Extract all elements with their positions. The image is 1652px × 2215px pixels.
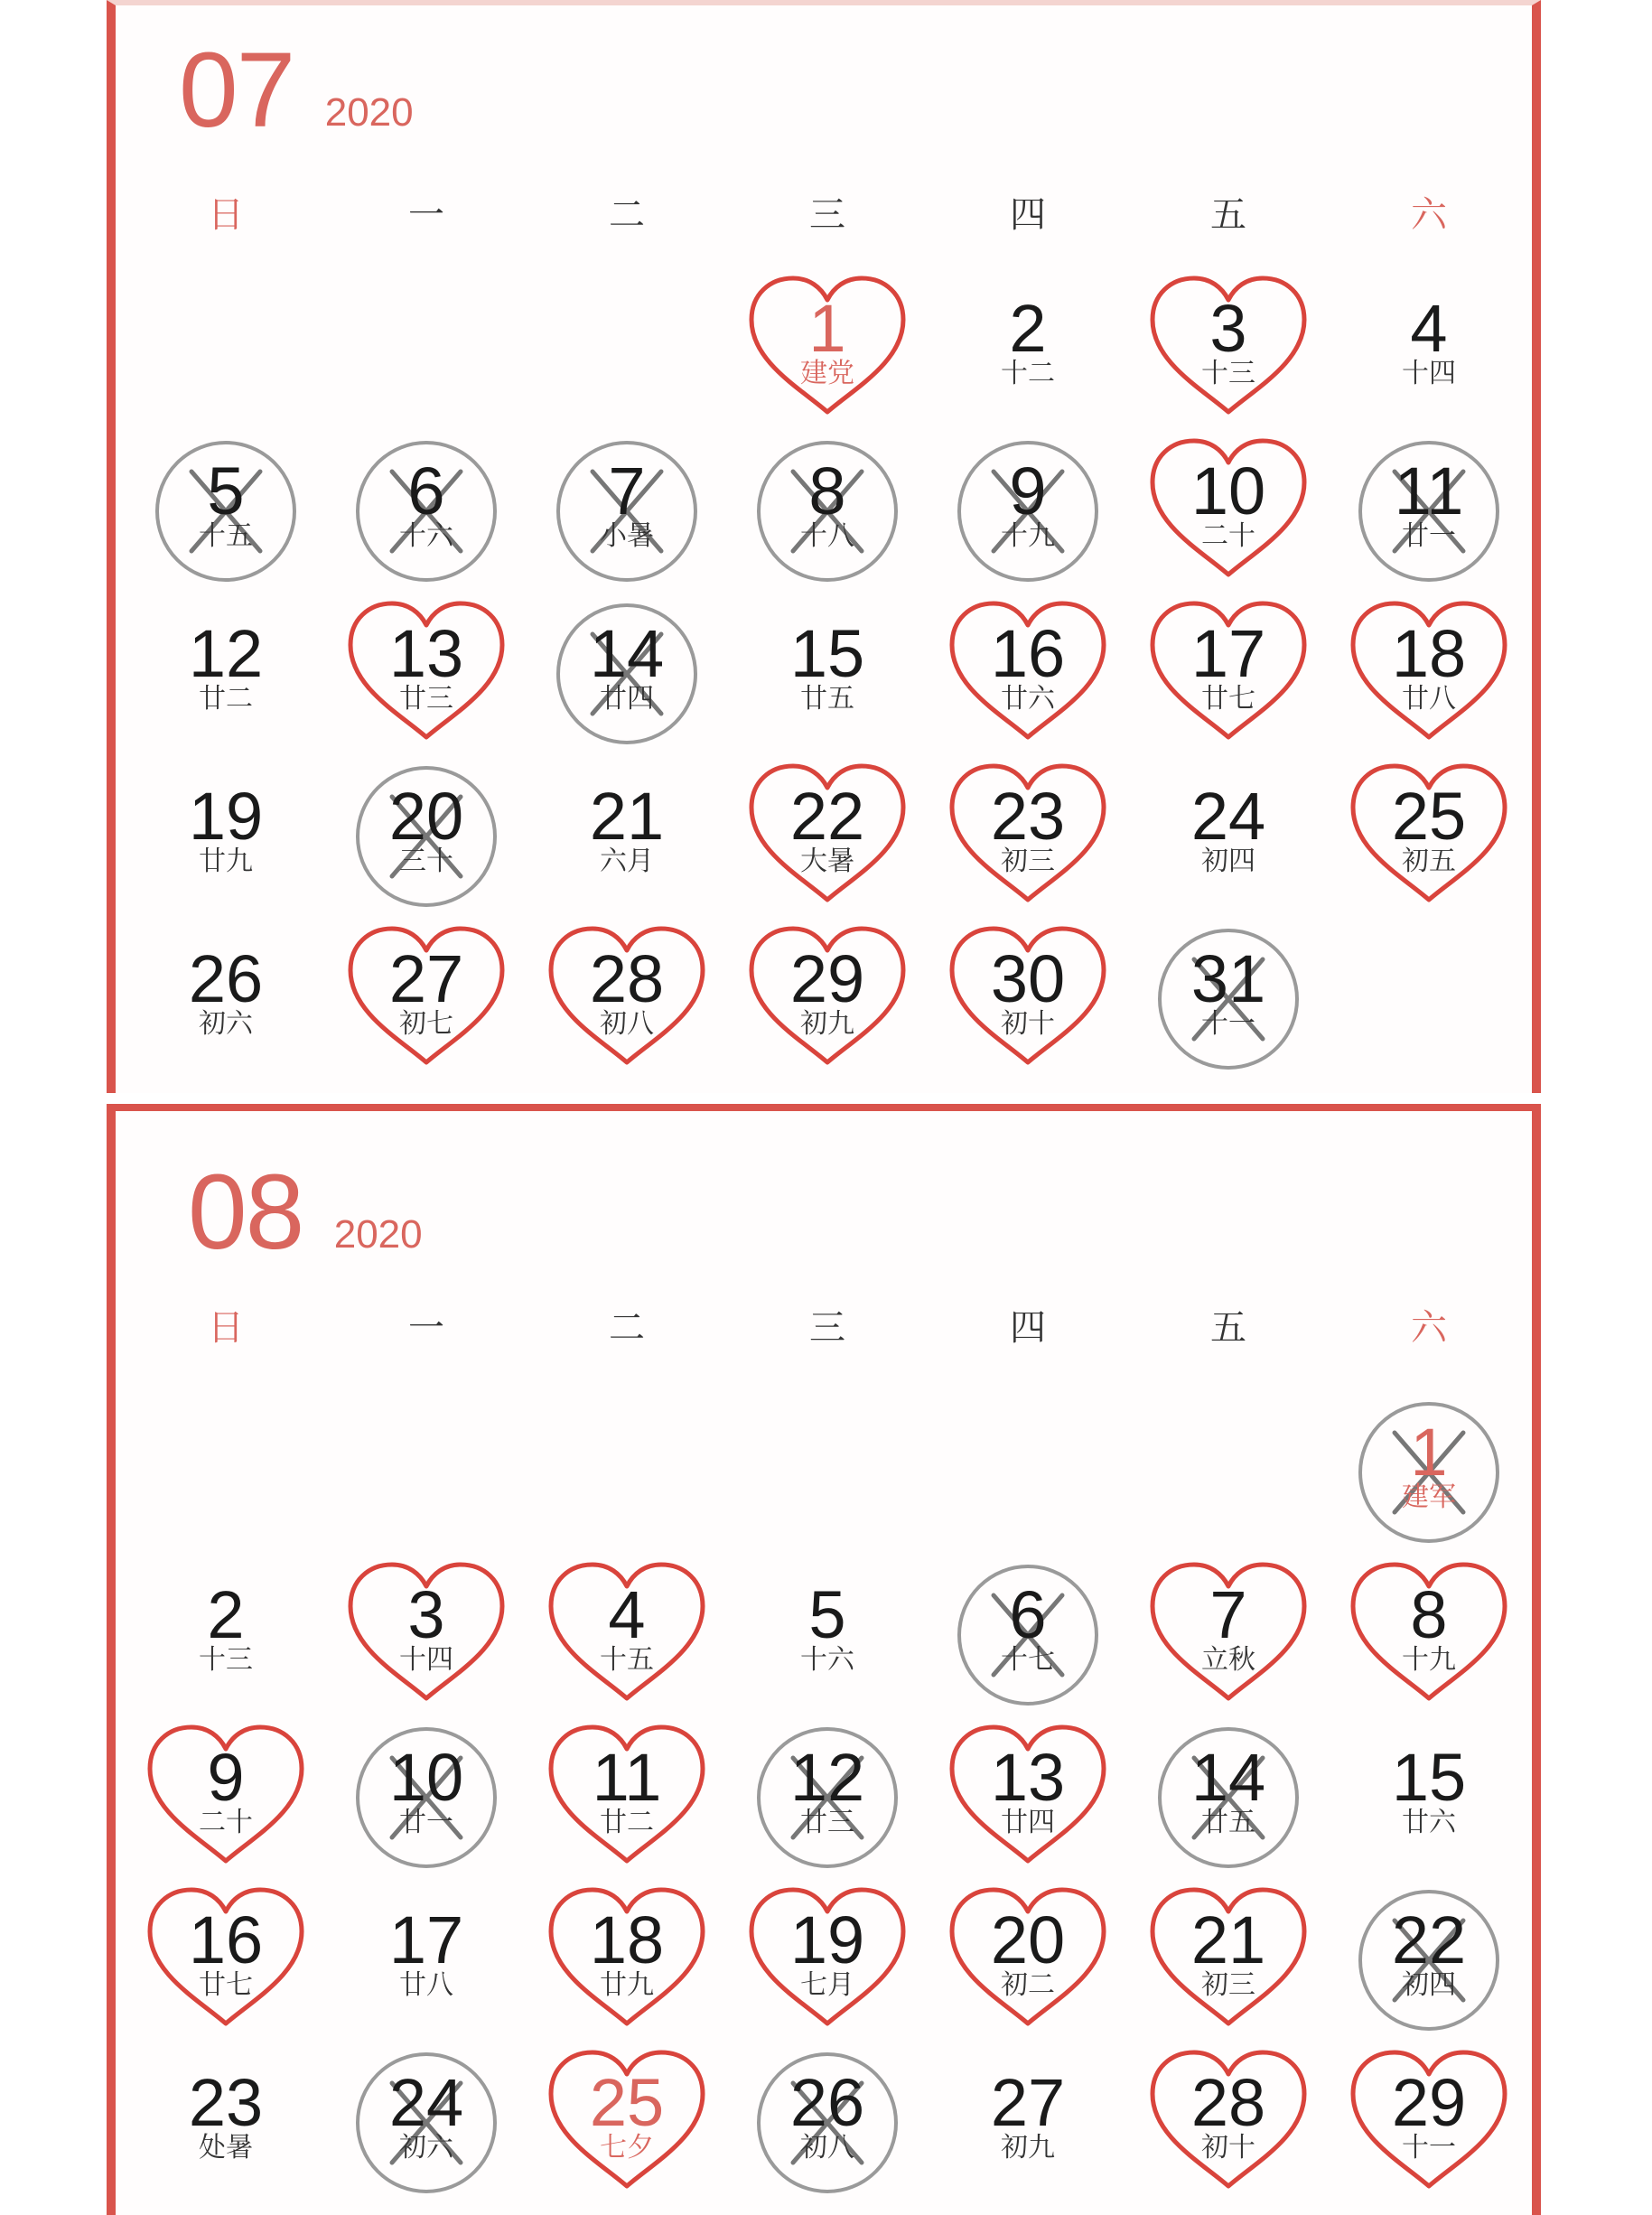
day-number: 29 [1391, 2065, 1467, 2140]
day-number: 27 [388, 941, 464, 1016]
day-number: 1 [1410, 1415, 1448, 1490]
day-number: 21 [1190, 1902, 1266, 1977]
day-number: 15 [789, 616, 865, 691]
day-number: 2 [1009, 291, 1047, 366]
lunar-date: 初二 [1001, 1969, 1055, 2001]
day-cell[interactable] [1138, 593, 1319, 755]
day-number: 6 [407, 453, 445, 528]
day-cell[interactable] [1138, 2042, 1319, 2204]
day-cell[interactable] [938, 2042, 1118, 2204]
day-cell[interactable] [737, 1554, 918, 1716]
lunar-date: 廿一 [399, 1807, 453, 1838]
lunar-date: 廿五 [800, 683, 854, 715]
lunar-date: 廿六 [1402, 1807, 1456, 1838]
month-number: 07 [179, 31, 294, 150]
day-cell[interactable] [737, 1879, 918, 2042]
calendar-july [107, 0, 1541, 1093]
lunar-date: 建党 [800, 358, 854, 389]
day-number: 12 [188, 616, 264, 691]
day-cell[interactable] [938, 1879, 1118, 2042]
lunar-date: 廿四 [600, 683, 654, 715]
lunar-date: 初六 [399, 2132, 453, 2164]
day-number: 16 [188, 1902, 264, 1977]
day-cell[interactable] [336, 2042, 517, 2204]
day-number: 16 [990, 616, 1066, 691]
day-number: 25 [1391, 779, 1467, 854]
day-number: 28 [589, 941, 665, 1016]
day-cell[interactable] [1339, 267, 1519, 430]
day-number: 7 [608, 453, 646, 528]
day-cell[interactable] [737, 1716, 918, 1879]
lunar-date: 初九 [800, 1008, 854, 1040]
day-number: 31 [1190, 941, 1266, 1016]
lunar-date: 廿九 [600, 1969, 654, 2001]
lunar-date: 十八 [800, 520, 854, 552]
lunar-date: 廿五 [1201, 1807, 1255, 1838]
lunar-date: 廿四 [1001, 1807, 1055, 1838]
day-cell[interactable] [537, 1554, 717, 1716]
day-number: 11 [592, 1740, 662, 1815]
day-cell[interactable] [737, 593, 918, 755]
day-number: 25 [589, 2065, 665, 2140]
weekday-label: 六 [1411, 194, 1447, 236]
lunar-date: 二十 [199, 1807, 253, 1838]
day-cell[interactable] [1138, 918, 1319, 1080]
day-cell[interactable] [938, 755, 1118, 918]
day-number: 10 [1190, 453, 1266, 528]
day-cell[interactable] [537, 430, 717, 593]
day-cell[interactable] [1339, 1391, 1519, 1554]
lunar-date: 十一 [1402, 2132, 1456, 2164]
month-year: 2020 [324, 90, 414, 135]
lunar-date: 廿一 [1402, 520, 1456, 552]
day-number: 3 [407, 1577, 445, 1652]
day-number: 18 [1391, 616, 1467, 691]
day-number: 13 [990, 1740, 1066, 1815]
day-number: 24 [388, 2065, 464, 2140]
day-cell[interactable] [135, 1554, 316, 1716]
day-grid [116, 5, 1532, 1093]
day-cell[interactable] [537, 755, 717, 918]
day-number: 7 [1209, 1577, 1247, 1652]
weekday-label: 六 [1411, 1307, 1447, 1349]
day-cell[interactable] [938, 918, 1118, 1080]
day-cell[interactable] [1138, 1716, 1319, 1879]
lunar-date: 初四 [1402, 1969, 1456, 2001]
day-cell[interactable] [336, 430, 517, 593]
lunar-date: 三十 [399, 846, 453, 877]
lunar-date: 初八 [600, 1008, 654, 1040]
lunar-date: 十九 [1001, 520, 1055, 552]
day-number: 17 [388, 1902, 464, 1977]
day-cell[interactable] [1339, 1879, 1519, 2042]
lunar-date: 初三 [1001, 846, 1055, 877]
lunar-date: 初八 [800, 2132, 854, 2164]
day-number: 1 [808, 291, 846, 366]
day-number: 4 [1410, 291, 1448, 366]
day-cell[interactable] [135, 755, 316, 918]
day-number: 5 [207, 453, 245, 528]
day-cell[interactable] [1339, 2042, 1519, 2204]
day-grid [116, 1111, 1532, 2215]
day-cell[interactable] [336, 918, 517, 1080]
lunar-date: 廿七 [199, 1969, 253, 2001]
lunar-date: 初十 [1001, 1008, 1055, 1040]
lunar-date: 十九 [1402, 1644, 1456, 1676]
day-cell[interactable] [1138, 1554, 1319, 1716]
lunar-date: 十六 [800, 1644, 854, 1676]
lunar-date: 六月 [600, 846, 654, 877]
day-cell[interactable] [537, 1716, 717, 1879]
day-number: 30 [990, 941, 1066, 1016]
lunar-date: 大暑 [800, 846, 854, 877]
day-cell[interactable] [1339, 593, 1519, 755]
day-cell[interactable] [1138, 1879, 1319, 2042]
weekday-label: 日 [208, 1307, 244, 1349]
day-cell[interactable] [938, 593, 1118, 755]
day-number: 23 [188, 2065, 264, 2140]
weekday-label: 二 [609, 194, 645, 236]
day-number: 8 [808, 453, 846, 528]
day-number: 24 [1190, 779, 1266, 854]
day-cell[interactable] [938, 430, 1118, 593]
weekday-label: 三 [809, 194, 845, 236]
weekday-label: 二 [609, 1307, 645, 1349]
day-number: 13 [388, 616, 464, 691]
lunar-date: 初五 [1402, 846, 1456, 877]
day-cell[interactable] [135, 918, 316, 1080]
day-cell[interactable] [336, 1879, 517, 2042]
day-number: 27 [990, 2065, 1066, 2140]
lunar-date: 十五 [199, 520, 253, 552]
day-number: 20 [388, 779, 464, 854]
day-cell[interactable] [1339, 430, 1519, 593]
lunar-date: 廿二 [600, 1807, 654, 1838]
lunar-date: 七月 [800, 1969, 854, 2001]
lunar-date: 初四 [1201, 846, 1255, 877]
lunar-date: 廿九 [199, 846, 253, 877]
day-number: 22 [1391, 1902, 1467, 1977]
day-cell[interactable] [1138, 755, 1319, 918]
day-cell[interactable] [135, 2042, 316, 2204]
lunar-date: 七夕 [600, 2132, 654, 2164]
day-cell[interactable] [1339, 1716, 1519, 1879]
day-cell[interactable] [938, 1554, 1118, 1716]
day-cell[interactable] [1339, 755, 1519, 918]
day-cell[interactable] [135, 1879, 316, 2042]
day-cell[interactable] [537, 918, 717, 1080]
lunar-date: 廿三 [800, 1807, 854, 1838]
lunar-date: 廿三 [399, 683, 453, 715]
day-cell[interactable] [737, 755, 918, 918]
day-cell[interactable] [938, 1716, 1118, 1879]
weekday-label: 三 [809, 1307, 845, 1349]
day-number: 14 [589, 616, 665, 691]
day-number: 19 [789, 1902, 865, 1977]
day-number: 3 [1209, 291, 1247, 366]
calendar-august [107, 1104, 1541, 2215]
day-number: 9 [1009, 453, 1047, 528]
day-cell[interactable] [938, 267, 1118, 430]
lunar-date: 十三 [199, 1644, 253, 1676]
lunar-date: 十四 [1402, 358, 1456, 389]
day-number: 15 [1391, 1740, 1467, 1815]
day-cell[interactable] [737, 267, 918, 430]
day-number: 9 [207, 1740, 245, 1815]
lunar-date: 立秋 [1201, 1644, 1255, 1676]
day-cell[interactable] [1138, 430, 1319, 593]
lunar-date: 廿八 [399, 1969, 453, 2001]
lunar-date: 初六 [199, 1008, 253, 1040]
month-year: 2020 [333, 1212, 423, 1257]
lunar-date: 十五 [600, 1644, 654, 1676]
lunar-date: 处暑 [199, 2132, 253, 2164]
day-number: 29 [789, 941, 865, 1016]
day-number: 14 [1190, 1740, 1266, 1815]
day-cell[interactable] [336, 593, 517, 755]
day-cell[interactable] [537, 2042, 717, 2204]
lunar-date: 十四 [399, 1644, 453, 1676]
weekday-label: 四 [1010, 194, 1046, 236]
day-cell[interactable] [1339, 1554, 1519, 1716]
lunar-date: 十一 [1201, 1008, 1255, 1040]
lunar-date: 初三 [1201, 1969, 1255, 2001]
day-number: 18 [589, 1902, 665, 1977]
day-cell[interactable] [336, 1716, 517, 1879]
lunar-date: 廿八 [1402, 683, 1456, 715]
lunar-date: 小暑 [600, 520, 654, 552]
lunar-date: 初十 [1201, 2132, 1255, 2164]
day-number: 4 [608, 1577, 646, 1652]
lunar-date: 初九 [1001, 2132, 1055, 2164]
lunar-date: 十二 [1001, 358, 1055, 389]
lunar-date: 初七 [399, 1008, 453, 1040]
weekday-label: 四 [1010, 1307, 1046, 1349]
day-cell[interactable] [737, 430, 918, 593]
day-number: 17 [1190, 616, 1266, 691]
day-cell[interactable] [537, 593, 717, 755]
day-number: 26 [188, 941, 264, 1016]
day-cell[interactable] [135, 593, 316, 755]
day-cell[interactable] [737, 918, 918, 1080]
day-cell[interactable] [336, 755, 517, 918]
day-cell[interactable] [135, 430, 316, 593]
day-number: 19 [188, 779, 264, 854]
day-number: 20 [990, 1902, 1066, 1977]
weekday-label: 五 [1210, 194, 1246, 236]
day-number: 8 [1410, 1577, 1448, 1652]
day-number: 28 [1190, 2065, 1266, 2140]
day-cell[interactable] [737, 2042, 918, 2204]
weekday-label: 一 [408, 1307, 444, 1349]
lunar-date: 十三 [1201, 358, 1255, 389]
lunar-date: 廿六 [1001, 683, 1055, 715]
lunar-date: 十七 [1001, 1644, 1055, 1676]
day-cell[interactable] [336, 1554, 517, 1716]
day-number: 26 [789, 2065, 865, 2140]
day-number: 2 [207, 1577, 245, 1652]
weekday-label: 五 [1210, 1307, 1246, 1349]
day-cell[interactable] [1138, 267, 1319, 430]
day-number: 12 [789, 1740, 865, 1815]
day-cell[interactable] [537, 1879, 717, 2042]
day-number: 23 [990, 779, 1066, 854]
lunar-date: 廿七 [1201, 683, 1255, 715]
weekday-label: 一 [408, 194, 444, 236]
weekday-label: 日 [208, 194, 244, 236]
lunar-date: 廿二 [199, 683, 253, 715]
day-number: 22 [789, 779, 865, 854]
day-number: 10 [388, 1740, 464, 1815]
lunar-date: 十六 [399, 520, 453, 552]
day-number: 11 [1394, 453, 1464, 528]
day-cell[interactable] [135, 1716, 316, 1879]
day-number: 21 [589, 779, 665, 854]
lunar-date: 建军 [1402, 1481, 1456, 1513]
day-number: 6 [1009, 1577, 1047, 1652]
month-number: 08 [188, 1153, 303, 1272]
lunar-date: 二十 [1201, 520, 1255, 552]
day-number: 5 [808, 1577, 846, 1652]
